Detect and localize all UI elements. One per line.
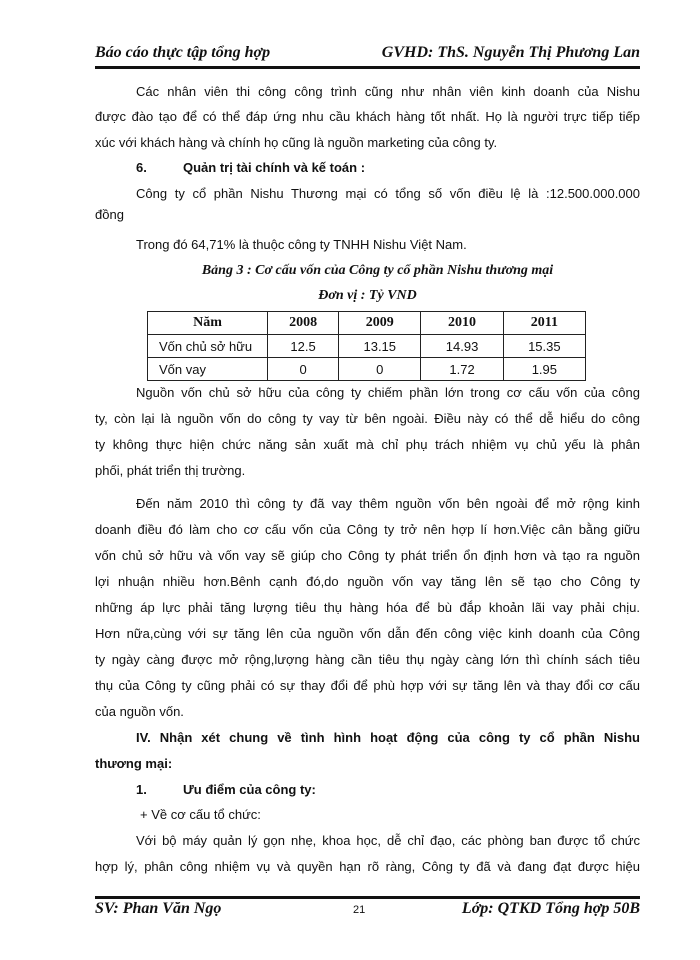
section-iv-title: IV. Nhận xét chung về tình hình hoạt động của công ty cổ phần Nishu	[136, 730, 640, 745]
table-header-cell: 2009	[339, 312, 421, 335]
table-cell: 12.5	[268, 335, 339, 358]
header-report-title: Báo cáo thực tập tổng hợp	[95, 44, 271, 61]
capital-structure-table	[147, 311, 586, 381]
table-cell: 1.95	[503, 358, 585, 381]
subsection-1-number: 1.	[136, 782, 147, 797]
table-cell: 13.15	[339, 335, 421, 358]
page-number: 21	[353, 904, 366, 916]
paragraph-line: phối, phát triển thị trường.	[95, 463, 246, 478]
table-cell: 0	[268, 358, 339, 381]
intro-line: xúc với khách hàng và chính họ cũng là nguồn marketing của công ty.	[95, 135, 498, 150]
section-iv-title: thương mại:	[95, 756, 173, 771]
subsection-1-title: Ưu điểm của công ty:	[183, 782, 316, 797]
paragraph-line: những áp lực phải tăng lượng tiêu thụ hàng hóa để bù đắp khoản lãi vay phải chịu.	[95, 600, 640, 615]
paragraph-line: ty ngày càng được mở rộng,lượng hàng cần tiêu thụ ngày càng lớn thì chính sách tiêu	[95, 652, 640, 667]
intro-line: Các nhân viên thi công công trình cũng như nhân viên kinh doanh của Nishu	[136, 84, 640, 99]
table-header-cell: 2008	[268, 312, 339, 335]
paragraph-line: Nguồn vốn chủ sở hữu của công ty chiếm phần lớn trong cơ cấu vốn của công	[136, 385, 640, 400]
footer-class: Lớp: QTKD Tổng hợp 50B	[461, 900, 640, 917]
paragraph-line: ty, còn lại là nguồn vốn do công ty vay từ bên ngoài. Điều này có thể dễ hiểu do công	[95, 411, 640, 426]
table-cell: 0	[339, 358, 421, 381]
paragraph-line: hợp lý, phân công nhiệm vụ và quyền hạn rõ ràng, Công ty đã và đang đạt được hiệu	[95, 859, 640, 874]
capital-line: Công ty cổ phần Nishu Thương mại có tổng số vốn điều lệ là :12.500.000.000	[136, 186, 640, 201]
paragraph-line: của nguồn vốn.	[95, 704, 184, 719]
footer-student: SV: Phan Văn Ngọ	[95, 900, 222, 917]
paragraph-line: lợi nhuận nhiều hơn.Bênh cạnh đó,do nguồn vốn vay tăng lên sẽ tạo cho Công ty	[95, 574, 640, 589]
capital-line: đồng	[95, 207, 124, 222]
intro-line: được đào tạo để có thể đáp ứng nhu cầu khách hàng tốt nhất. Họ là người trực tiếp tiếp	[95, 109, 640, 124]
table-header-cell: Năm	[148, 312, 268, 335]
table-unit: Đơn vị : Tỷ VND	[318, 288, 417, 303]
table-cell: 15.35	[503, 335, 585, 358]
paragraph-line: vốn chủ sở hữu và vốn vay sẽ giúp cho Công ty phát triển ổn định hơn và tạo ra nguồn	[95, 548, 640, 563]
capital-line: Trong đó 64,71% là thuộc công ty TNHH Nishu Việt Nam.	[136, 237, 467, 252]
table-row	[148, 335, 586, 358]
footer-rule	[95, 896, 640, 899]
header-rule	[95, 66, 640, 69]
bullet-line: + Về cơ cấu tổ chức:	[140, 807, 261, 822]
section-6-title: Quản trị tài chính và kế toán :	[183, 160, 366, 175]
paragraph-line: doanh điều đó làm cho cơ cấu vốn của Công ty trở nên hợp lí hơn.Việc cân bằng giữu	[95, 522, 640, 537]
table-header-cell: 2011	[503, 312, 585, 335]
table-header-row	[148, 312, 586, 335]
table-row	[148, 358, 586, 381]
paragraph-line: Với bộ máy quản lý gọn nhẹ, khoa học, dễ chỉ đạo, các phòng ban được tổ chức	[136, 833, 640, 848]
header-supervisor: GVHD: ThS. Nguyễn Thị Phương Lan	[381, 44, 640, 61]
paragraph-line: thụ của Công ty cũng phải có sự thay đổi để phù hợp với sự tăng lên và thay đổi cơ cấu	[95, 678, 640, 693]
table-header-cell: 2010	[421, 312, 503, 335]
table-cell: Vốn chủ sở hữu	[148, 335, 268, 358]
paragraph-line: Hơn nữa,cùng với sự tăng lên của nguồn vốn dẫn đến công việc kinh doanh của Công	[95, 626, 640, 641]
table-cell: Vốn vay	[148, 358, 268, 381]
table-cell: 14.93	[421, 335, 503, 358]
page-header	[95, 44, 640, 66]
paragraph-line: ty không thực hiện chức năng sản xuất mà chỉ phụ trách nhiệm vụ chủ yếu là phân	[95, 437, 640, 452]
section-6-number: 6.	[136, 160, 147, 175]
page-footer	[95, 900, 640, 922]
table-caption: Bảng 3 : Cơ cấu vốn của Công ty cổ phần Nishu thương mại	[201, 263, 554, 278]
table-cell: 1.72	[421, 358, 503, 381]
paragraph-line: Đến năm 2010 thì công ty đã vay thêm nguồn vốn bên ngoài để mở rộng kinh	[136, 496, 640, 511]
